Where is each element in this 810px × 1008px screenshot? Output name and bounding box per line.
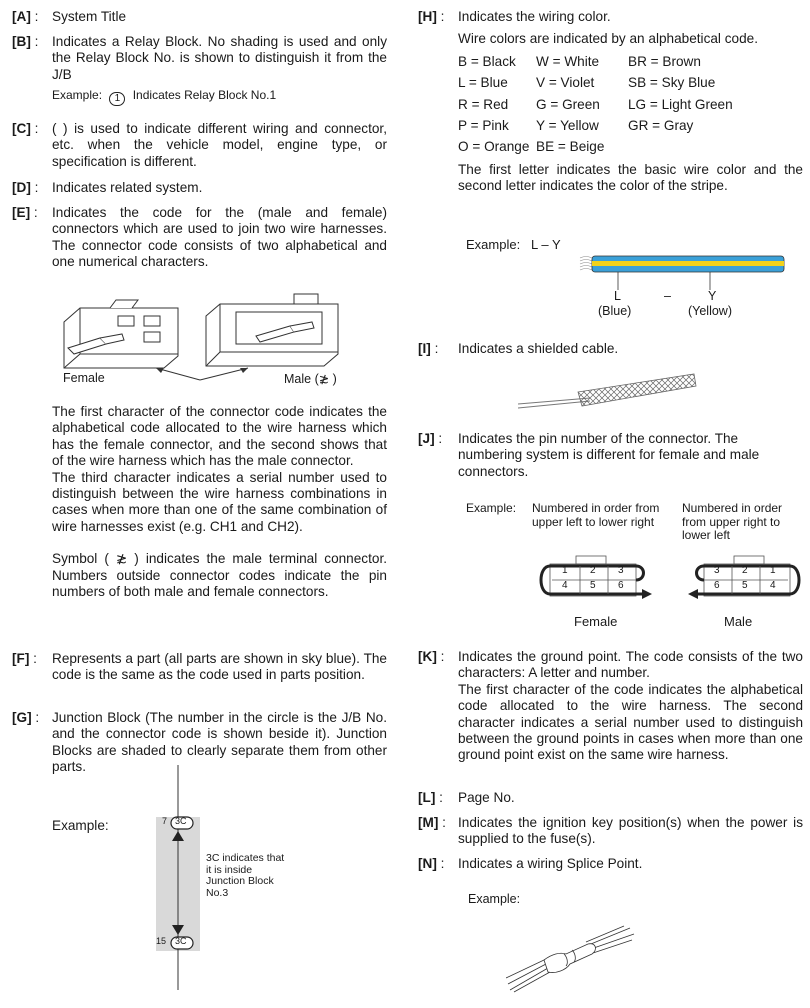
entry-text: Indicates related system. (52, 180, 203, 195)
female-caption: Numbered in order from upper left to lower right (532, 501, 660, 529)
entry-tag: [H] : (418, 9, 444, 25)
splice-figure (506, 924, 636, 994)
entry-text: Indicates the wiring color. (458, 9, 611, 24)
junction-pin-top: 7 (162, 816, 168, 826)
entry-h (418, 9, 803, 195)
male-label: Male (≵ ) (284, 372, 337, 386)
entry-text: Indicates the code for the (male and female) connectors which are used to join two wire harnesses. The connector code consists of two alphabetical and one numerical characters. (52, 205, 387, 270)
shielded-cable-figure (518, 368, 698, 416)
entry-tag: [M] : (418, 815, 446, 831)
color-code: W = White (536, 53, 600, 69)
male-pin-connector (680, 552, 804, 608)
entry-tag: [D] : (12, 180, 38, 196)
wire-example-label: Example: L – Y (466, 237, 561, 252)
pin-number: 4 (562, 580, 568, 591)
entry-tag: [E] : (12, 205, 38, 221)
color-code: O = Orange (458, 139, 530, 155)
entry-tag: [J] : (418, 431, 442, 447)
entry-tag: [L] : (418, 790, 443, 806)
color-code: SB = Sky Blue (628, 75, 716, 91)
stripe-note: The first letter indicates the basic wire color and the second letter indicates the color of the stripe. (458, 161, 803, 194)
color-code: BR = Brown (628, 53, 701, 69)
color-code: P = Pink (458, 118, 509, 134)
color-code: G = Green (536, 96, 600, 112)
entry-j (418, 431, 803, 480)
wire-label-y: Y (708, 289, 717, 303)
entry-l (418, 790, 803, 806)
entry-tag: [N] : (418, 856, 444, 872)
connector-para-2: The third character indicates a serial number used to distinguish between the wire harness combinations in cases when more than one of the same combination of wire harnesses exist (e.g. CH1 and CH2). (52, 469, 387, 534)
entry-i (418, 341, 803, 357)
entry-n (418, 856, 803, 872)
striped-wire-icon (578, 250, 788, 280)
female-label: Female (63, 371, 105, 385)
entry-c (12, 121, 387, 170)
female-connector-outline (536, 552, 660, 608)
wire-label-yellow: (Yellow) (688, 304, 733, 318)
ground-para-2: The first character of the code indicates the alphabetical code allocated to the wire harness. The second character indicates a serial number used to distinguish between the ground points in cases when more than one ground point exist on the same wire harness. (458, 681, 803, 763)
junction-code-top: 3C (175, 816, 187, 826)
color-code: LG = Light Green (628, 96, 733, 112)
entry-tag: [C] : (12, 121, 38, 137)
entry-text: Indicates a wiring Splice Point. (458, 856, 643, 871)
entry-tag: [K] : (418, 649, 444, 665)
pin-number: 3 (618, 565, 624, 576)
entry-tag: [B] : (12, 34, 38, 50)
entry-m (418, 815, 803, 848)
entry-d (12, 180, 387, 196)
color-code: B = Black (458, 53, 516, 69)
pin-number: 6 (714, 580, 720, 591)
wire-label-blue: (Blue) (598, 304, 632, 318)
entry-b (12, 34, 387, 106)
entry-e-details (12, 404, 387, 600)
entry-tag: [I] : (418, 341, 438, 357)
connector-para-3: Symbol ( ≵ ) indicates the male terminal connector. Numbers outside connector codes indicate the pin numbers of both male and female connectors. (52, 551, 387, 600)
pin-number: 1 (562, 565, 568, 576)
connector-figure (60, 292, 370, 376)
entry-text: Indicates a shielded cable. (458, 341, 619, 356)
female-pin-connector (536, 552, 660, 608)
entry-tag: [G] : (12, 710, 39, 726)
junction-example-label: Example: (52, 818, 109, 833)
pin-number: 1 (770, 565, 776, 576)
pin-number: 6 (618, 580, 624, 591)
junction-block-figure (142, 765, 302, 990)
entry-text: Indicates the ground point. The code consists of the two characters: A letter and number. (458, 649, 803, 681)
entry-text: Indicates the ignition key position(s) when the power is supplied to the fuse(s). (458, 815, 803, 847)
entry-tag: [A] : (12, 9, 38, 25)
color-code: Y = Yellow (536, 118, 599, 134)
junction-pin-bottom: 15 (156, 936, 167, 946)
entry-text: ( ) is used to indicate different wiring and connector, etc. when the vehicle model, engine type, or specification is different. (52, 121, 387, 169)
entry-f (12, 651, 387, 684)
junction-note: 3C indicates that it is inside Junction Block No.3 (206, 852, 285, 899)
color-code (628, 139, 803, 155)
male-connector-label: Male (724, 614, 753, 629)
pin-number: 3 (714, 565, 720, 576)
splice-point-icon (506, 924, 636, 994)
entry-text: Indicates the pin number of the connector. The numbering system is different for female and male connectors. (458, 431, 760, 479)
pin-number: 5 (590, 580, 596, 591)
entry-tag: [F] : (12, 651, 37, 667)
color-code: BE = Beige (536, 139, 605, 155)
color-code: R = Red (458, 96, 509, 112)
entry-text: Indicates a Relay Block. No shading is used and only the Relay Block No. is shown to distinguish it from the J/B (52, 34, 387, 82)
wire-label-dash: – (664, 289, 671, 303)
wire-color-table (458, 54, 803, 156)
color-code: GR = Gray (628, 118, 694, 134)
wire-label-l: L (614, 289, 621, 303)
entry-text: Represents a part (all parts are shown in sky blue). The code is the same as the code used in parts position. (52, 651, 387, 683)
color-code: V = Violet (536, 75, 595, 91)
entry-k (418, 649, 803, 764)
pin-number: 4 (770, 580, 776, 591)
male-caption: Numbered in order from upper right to lower left (682, 501, 783, 542)
shielded-cable-icon (518, 368, 698, 416)
relay-example: Example: 1 Indicates Relay Block No.1 (52, 88, 277, 105)
splice-example-label: Example: (468, 892, 521, 906)
pin-number: 5 (742, 580, 748, 591)
pin-number: 2 (742, 565, 748, 576)
entry-text: Junction Block (The number in the circle is the J/B No. and the connector code is shown beside it). Junction Blocks are shaded to clearly separate them from other parts. (52, 710, 387, 775)
connector-para-1: The first character of the connector code indicates the alphabetical code allocated to the wire harness which has the female connector, and the second shows that of the wire harness which has the male connector. (52, 404, 387, 469)
entry-e (12, 205, 387, 271)
pin-example-label: Example: (466, 501, 517, 515)
entry-a (12, 9, 387, 25)
relay-block-number-icon: 1 (109, 92, 125, 106)
entry-text: Page No. (458, 790, 515, 805)
pin-number: 2 (590, 565, 596, 576)
entry-text: System Title (52, 9, 127, 24)
color-code: L = Blue (458, 75, 508, 91)
junction-code-bottom: 3C (175, 936, 187, 946)
wire-figure (578, 250, 788, 280)
female-connector-label: Female (574, 614, 618, 629)
colors-intro: Wire colors are indicated by an alphabetical code. (458, 31, 758, 47)
